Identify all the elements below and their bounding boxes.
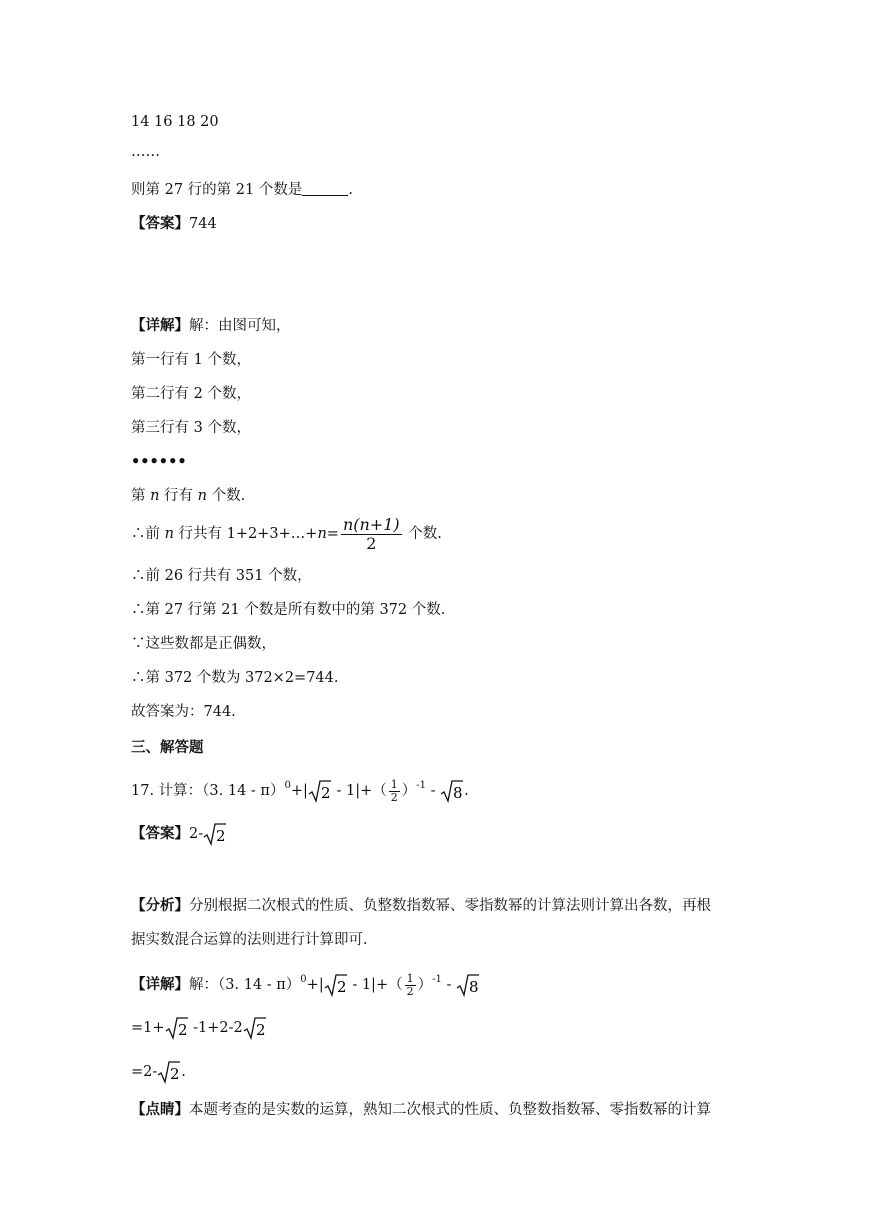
d2-frac-den: 2 — [406, 984, 414, 998]
d2-e: - — [441, 977, 456, 993]
detail-text: 解：由图可知， — [189, 318, 291, 334]
analysis-line-2: 据实数混合运算的法则进行计算即可. — [131, 932, 368, 948]
s2-b: . — [181, 1064, 186, 1080]
sum-n: n — [164, 526, 174, 542]
final-line: 故答案为：744. — [131, 704, 236, 720]
rown-n1: n — [150, 488, 160, 504]
d2-d: ） — [417, 977, 433, 993]
q17-e: - — [426, 783, 441, 799]
answer2-root: 2 — [216, 827, 226, 845]
answer2-a: 2- — [189, 826, 204, 842]
sum-n2: n — [317, 526, 327, 542]
sqrt-sign — [308, 779, 332, 803]
q17-root8: 8 — [453, 784, 463, 802]
detail2-line — [131, 964, 480, 1001]
rown-c: 个数. — [207, 488, 246, 504]
sqrt-sign — [203, 822, 227, 846]
rown-n2: n — [197, 488, 208, 504]
answer2-tag: 【答案】 — [131, 825, 189, 842]
line-26: ∴前 26 行共有 351 个数， — [131, 568, 312, 584]
q17-f: . — [464, 783, 469, 799]
sqrt-sign — [324, 973, 348, 997]
analysis-text-1: 分别根据二次根式的性质、负整数指数幂、零指数幂的计算法则计算出各数，再根 — [189, 898, 711, 914]
d2-root2: 2 — [336, 978, 347, 996]
step2-line — [131, 1056, 186, 1088]
rown-line — [131, 486, 245, 506]
sqrt-sign — [456, 973, 480, 997]
d2-a: 解：（3. 14 - π） — [189, 977, 301, 993]
detail-line — [131, 316, 291, 336]
q17-sup1: -1 — [416, 780, 427, 791]
q17-sup0: 0 — [284, 780, 291, 791]
q17-b: +| — [290, 783, 308, 799]
s1-a: =1+ — [131, 1020, 165, 1036]
comment-line — [131, 1100, 711, 1120]
s1-root2: 2 — [255, 1021, 266, 1039]
q17-frac-num: 1 — [390, 777, 398, 791]
question-text: 则第 27 行的第 21 个数是 — [131, 182, 303, 198]
d2-fraction — [405, 973, 416, 998]
question17-line — [131, 770, 469, 807]
comment-text: 本题考查的是实数的运算，熟知二次根式的性质、负整数指数幂、零指数幂的计算 — [189, 1102, 711, 1118]
answer-tag: 【答案】 — [131, 215, 189, 232]
q17-a: 17. 计算：（3. 14 - π） — [131, 783, 285, 799]
s2-root: 2 — [170, 1065, 180, 1083]
q17-c: - 1|+（ — [331, 783, 387, 799]
detail-tag: 【详解】 — [131, 317, 189, 334]
sum-b: 行共有 1+2+3+…+ — [173, 526, 318, 542]
even-line: ∵这些数都是正偶数， — [131, 636, 276, 652]
sum-numerator: n(n+1) — [342, 514, 400, 534]
s1-b: -1+2-2 — [188, 1020, 243, 1036]
s1-root: 2 — [177, 1021, 188, 1039]
s2-a: =2- — [131, 1064, 158, 1080]
sqrt-sign — [243, 1016, 267, 1040]
row2-text: 第二行有 2 个数， — [131, 386, 251, 402]
detail2-tag: 【详解】 — [131, 976, 189, 993]
sum-a: ∴前 — [131, 526, 165, 542]
sqrt-sign — [157, 1060, 181, 1084]
section-heading: 三、解答题 — [131, 739, 204, 756]
number-row: 14 16 18 20 — [131, 114, 219, 130]
answer2-line — [131, 818, 227, 850]
row3-text: 第三行有 3 个数， — [131, 420, 251, 436]
bullet-dots: •••••• — [131, 453, 187, 470]
row1-text: 第一行有 1 个数， — [131, 352, 251, 368]
q17-root2: 2 — [320, 784, 331, 802]
answer-value: 744 — [189, 216, 217, 232]
sqrt-sign — [165, 1016, 189, 1040]
step1-line — [131, 1012, 267, 1044]
d2-root8: 8 — [468, 978, 479, 996]
sum-c: 个数. — [403, 526, 442, 542]
sum-fraction — [341, 516, 402, 553]
comment-tag: 【点睛】 — [131, 1101, 189, 1118]
sqrt-sign — [440, 779, 464, 803]
q17-fraction — [389, 779, 400, 804]
d2-c: - 1|+（ — [347, 977, 403, 993]
q17-frac-den: 2 — [390, 790, 398, 804]
q17-d: ） — [401, 783, 417, 799]
calc-line: ∴第 372 个数为 372×2=744. — [131, 670, 339, 686]
d2-sup1: -1 — [432, 974, 442, 985]
question-end: . — [348, 182, 353, 198]
answer-blank — [302, 181, 348, 196]
answer-line — [131, 214, 217, 234]
ellipsis: …… — [131, 144, 160, 160]
line-27: ∴第 27 行第 21 个数是所有数中的第 372 个数. — [131, 602, 446, 618]
analysis-line-1 — [131, 896, 711, 916]
sum-eq: = — [326, 526, 339, 542]
question-line — [131, 180, 353, 200]
rown-a: 第 — [131, 488, 151, 504]
d2-sup0: 0 — [300, 974, 307, 985]
rown-b: 行有 — [159, 488, 198, 504]
sum-line — [131, 514, 442, 554]
sum-denominator: 2 — [366, 533, 377, 553]
d2-frac-num: 1 — [406, 971, 414, 985]
d2-b: +| — [306, 977, 324, 993]
analysis-tag: 【分析】 — [131, 897, 189, 914]
